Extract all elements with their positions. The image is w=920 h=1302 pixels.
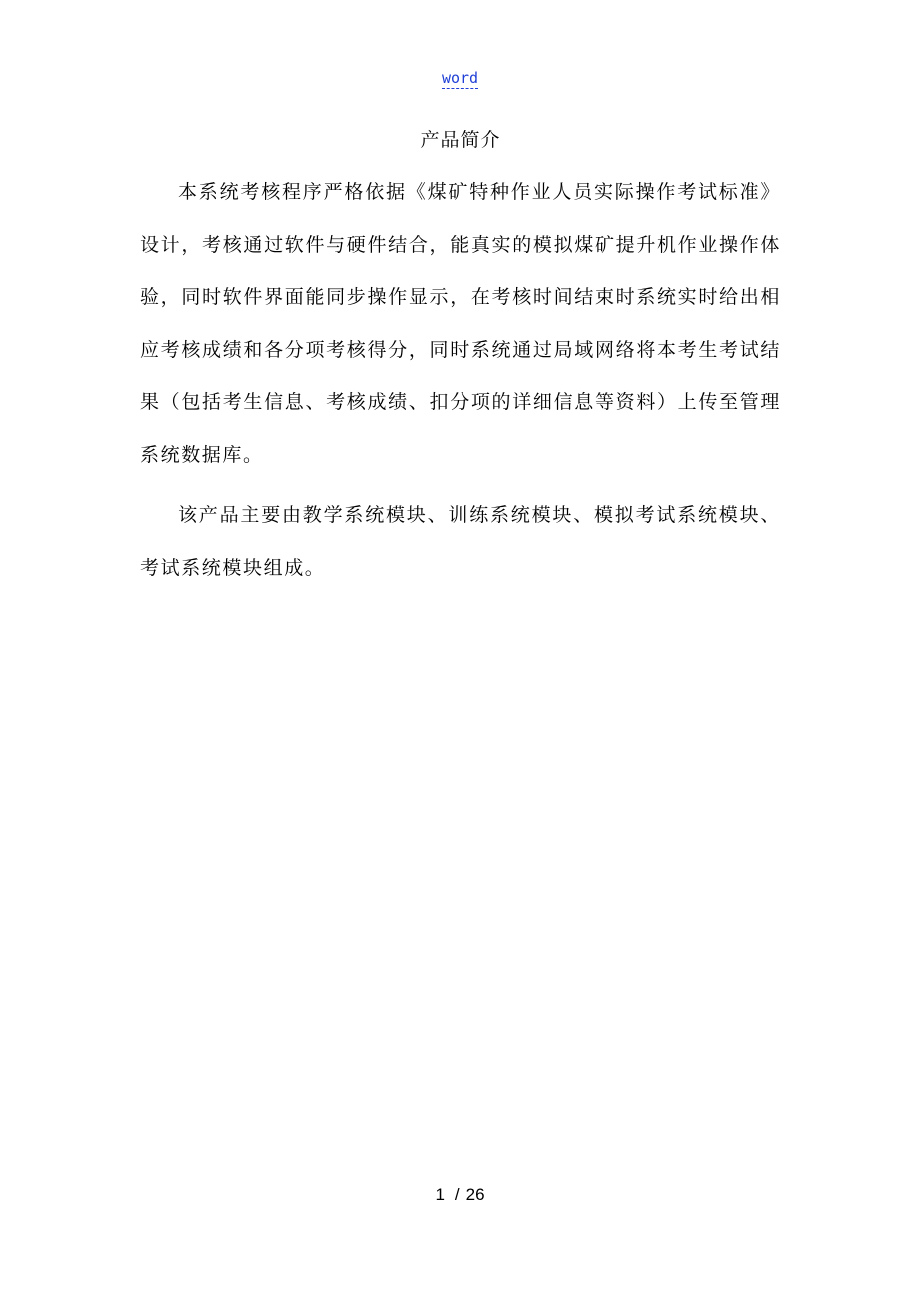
page-number-current: 1 — [435, 1185, 445, 1204]
page-footer — [0, 1184, 920, 1206]
paragraph-intro: 本系统考核程序严格依据《煤矿特种作业人员实际操作考试标准》设计，考核通过软件与硬件结合，能真实的模拟煤矿提升机作业操作体验，同时软件界面能同步操作显示，在考核时间结束时系统实时给出相应考核成绩和各分项考核得分，同时系统通过局域网络将本考生考试结果（包括考生信息、考核成绩、扣分项的详细信息等资料）上传至管理系统数据库。 — [140, 181, 781, 466]
page-header — [0, 68, 920, 88]
document-body — [140, 122, 781, 594]
header-word-link[interactable]: word — [441, 69, 479, 87]
paragraph-modules: 该产品主要由教学系统模块、训练系统模块、模拟考试系统模块、考试系统模块组成。 — [140, 504, 781, 579]
page-number-separator: / — [454, 1185, 460, 1204]
page-number-total: 26 — [465, 1185, 485, 1204]
document-title: 产品简介 — [420, 129, 501, 151]
